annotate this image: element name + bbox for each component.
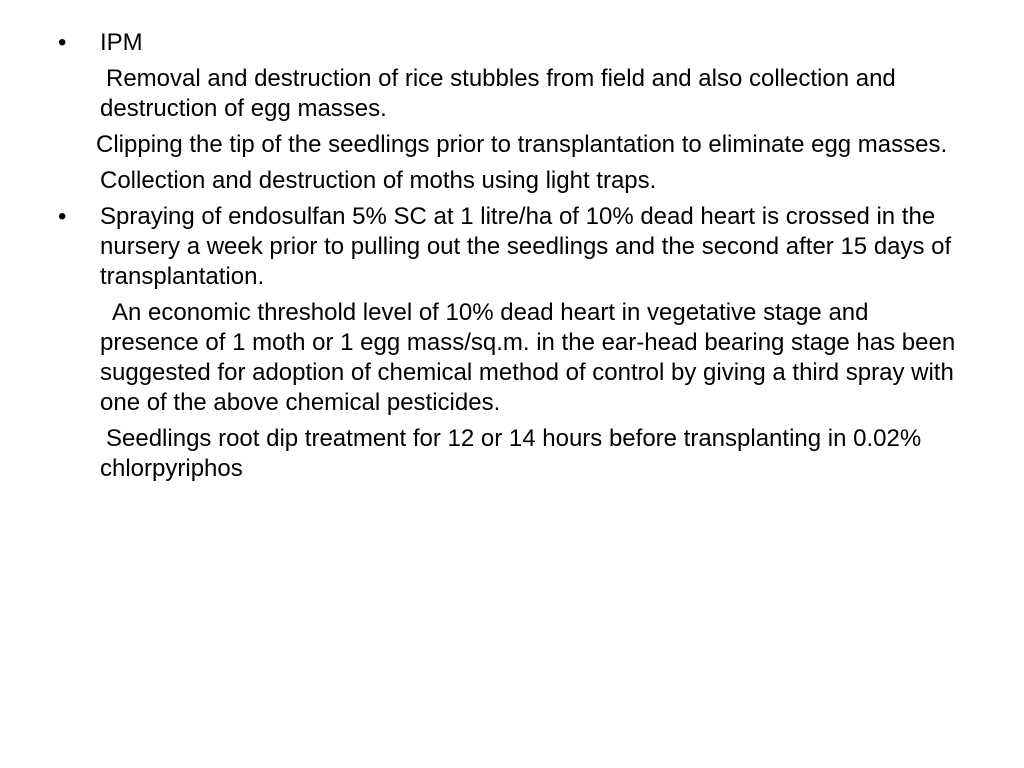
bullet-text: IPM [100,29,143,56]
bullet-text: Spraying of endosulfan 5% SC at 1 litre/ha of 10% dead heart is crossed in the nursery a week prior to pulling out the seedlings and the second after 15 days of transplantation. [100,203,952,290]
bullet-marker: • [58,203,67,230]
paragraph-root-dip: Seedlings root dip treatment for 12 or 14 hours before transplanting in 0.02% chlorpyriphos [100,425,922,482]
bullet-marker: • [58,29,67,56]
slide-content [58,28,968,484]
bullet-item-ipm [58,28,968,58]
bullet-item-spraying [58,202,968,292]
paragraph-economic-threshold: An economic threshold level of 10% dead heart in vegetative stage and presence of 1 moth or 1 egg mass/sq.m. in the ear-head bearing stage has been suggested for adoption of chemical method of control by giving a third spray with one of the above chemical pesticides. [100,299,956,416]
paragraph-removal-destruction: Removal and destruction of rice stubbles from field and also collection and destruction of egg masses. [100,65,896,122]
paragraph-light-traps: Collection and destruction of moths using light traps. [100,167,657,194]
paragraph-clipping-seedlings: Clipping the tip of the seedlings prior to transplantation to eliminate egg masses. [96,131,948,158]
